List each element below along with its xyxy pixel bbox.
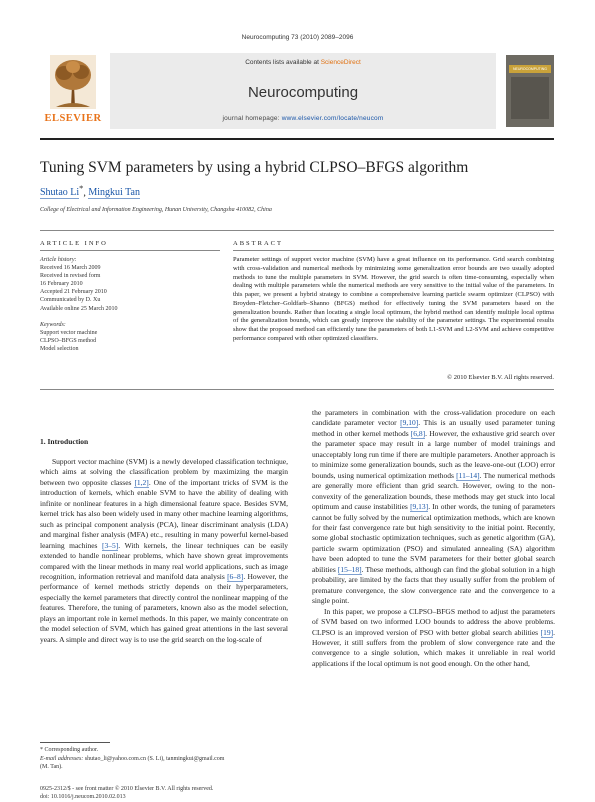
keyword: Support vector machine	[40, 330, 98, 337]
homepage-prefix: journal homepage:	[222, 115, 282, 122]
text-run: . In other words, the tuning of parameters cannot be fully solved by the numerical optimization methods, which are known for their fast convergence rate but high sensitivity to the initial point. Recently, some global stochastic optimization techniques, such as genetic algorithm (GA), particle swarm optimization (PSO) and simulated annealing (SA) algorithm have been adopted to tune the SVM parameters for their better global search abilities	[312, 502, 555, 574]
history-label: Article history:	[40, 257, 77, 263]
email-label: E-mail addresses:	[40, 755, 84, 762]
article-history	[40, 256, 220, 313]
text-run: the parameters in combination with the cross-validation procedure on each candidate parameter vector	[312, 408, 555, 428]
citation-link[interactable]: [6,8]	[410, 428, 426, 438]
doi-line[interactable]: doi: 10.1016/j.neucom.2010.02.013	[40, 793, 126, 800]
homepage-line	[110, 115, 496, 122]
contents-prefix: Contents lists available at	[245, 59, 321, 66]
email-note-cont: (M. Tan).	[40, 764, 63, 770]
elsevier-tree-icon	[50, 55, 96, 109]
text-run: . These methods, although can find the global solution in a high probability, are limited by the facts that they usually suffer from the problem of premature convergence, the slow convergence rate and the convergence to a single point.	[312, 564, 556, 606]
citation-link[interactable]: [3–5]	[102, 540, 119, 550]
text-run: . However, the performance of kernel methods strictly depends on their hyperparameters, especially the kernel parameters that directly control the nonlinear mapping of the features. Therefore, the tuning of parameters, known also as the model selection, plays an important role in kernel methods. In this paper, we mainly concentrate on the model selection of SVM, which has gained great attentions in the last several years. A simple and direct way is to use the grid search on the log-scale of	[40, 571, 289, 644]
text-run: In this paper, we propose a CLPSO–BFGS method to adjust the parameters of SVM based on two informed LOO bounds to address the above problems. CLPSO is an improved version of PSO with better global search abilities	[312, 606, 555, 637]
citation-link[interactable]: [6–8]	[227, 571, 244, 581]
text-run: . However, the exhaustive grid search over the parameter space may result in a large number of model trainings and unacceptably long run time if there are multiple parameters. Another approach is to minimize some generalization bounds, such as the leave-one-out (LOO) error bounds, using numerical optimization methods	[312, 428, 555, 480]
history-line: Accepted 21 February 2010	[40, 289, 107, 296]
author-link[interactable]: Shutao Li	[40, 187, 80, 199]
text-run: . The numerical methods are generally more efficient than grid search. However, owing to the non-convexity of the generalization bounds, these methods may get stuck into local optimum and cause instabilities	[312, 470, 555, 512]
keyword: Model selection	[40, 346, 79, 353]
keywords	[40, 321, 220, 353]
email-note	[40, 755, 288, 764]
article-title: Tuning SVM parameters by using a hybrid CLPSO–BFGS algorithm	[40, 159, 469, 176]
history-line: Received in revised form	[40, 273, 101, 280]
journal-cover-image[interactable]	[506, 55, 554, 127]
author-list: Shutao Li*, Mingkui Tan	[40, 184, 140, 199]
article-info-heading: ARTICLE INFO	[40, 240, 108, 247]
journal-banner	[110, 53, 496, 129]
history-line: Available online 25 March 2010	[40, 305, 118, 312]
footnote-divider	[40, 742, 110, 743]
citation-link[interactable]: [11–14]	[456, 470, 480, 480]
contents-line	[110, 59, 496, 66]
journal-header	[40, 53, 554, 136]
divider	[40, 230, 554, 231]
abstract-text: Parameter settings of support vector machine (SVM) have a great influence on its performance. Grid search combining with cross-validation and numerical methods by minimizing some generalization error bounds are two usually adopted methods to tune the multiple parameters in SVM. However, the grid search is often time-consuming, especially when dealing with multiple parameters while the numerical methods are very sensitive to the initial value of the parameters. In this paper, we present a hybrid strategy to combine a comprehensive learning particle swarm optimizer (CLPSO) with Broyden–Fletcher–Goldfarb–Shanno (BFGS) method for effectively tuning the SVM parameters based on the generalization bounds. Rather than locating a single local optimum, the hybrid method can identify multiple local optima of the generalization bounds, which can greatly improve the stability of the parameter settings. The experimental results show that the proposed method can efficiently tune the parameters of both L1-SVM and L2-SVM and achieve competitive performance compared with other optimized classifiers.	[233, 256, 554, 342]
cover-artwork	[511, 77, 549, 119]
abstract-heading: ABSTRACT	[233, 240, 283, 247]
history-line: 16 February 2010	[40, 281, 83, 288]
text-run: Support vector machine (SVM) is a newly developed classification technique, which aims at solving the classification problem by maximizing the margin between two opposite classes	[40, 457, 288, 487]
citation-link[interactable]: [1,2]	[134, 477, 149, 487]
citation-link[interactable]: [19]	[540, 627, 554, 637]
divider	[40, 250, 220, 251]
text-run: . This is an usually used parameter tuning method in other kernel methods	[312, 418, 556, 438]
history-line: Communicated by D. Xu	[40, 297, 101, 304]
homepage-link[interactable]: www.elsevier.com/locate/neucom	[281, 115, 384, 122]
header-divider	[40, 138, 554, 140]
text-run: . However, it still suffers from the problem of slow convergence rate and the convergence to a single solution, which makes it unreliable in real world applications if the local optimum is not good enough. On the other hand,	[312, 627, 555, 668]
corresponding-author-note: * Corresponding author.	[40, 747, 99, 753]
citation-link[interactable]: [9,13]	[410, 502, 429, 512]
journal-title: Neurocomputing	[247, 84, 359, 101]
paragraph	[40, 457, 288, 645]
citation-link[interactable]: [15–18]	[337, 564, 362, 574]
affiliation: College of Electrical and Information Engineering, Hunan University, Changsha 410082, China	[40, 207, 272, 213]
citation-link[interactable]: [9,10]	[400, 418, 419, 428]
divider	[233, 250, 554, 251]
text-run: . With kernels, the linear techniques can be easily extended to handle nonlinear problems, which have shown great improvements compared with the linear methods in many real world applications, such as image recognition, information retrieval and manifold data analysis	[40, 540, 288, 581]
publisher-name: ELSEVIER	[44, 113, 102, 124]
cover-title: NEUROCOMPUTING	[509, 65, 551, 73]
body-column-right	[312, 408, 555, 669]
keywords-label: Keywords:	[40, 322, 66, 328]
issn-line: 0925-2312/$ - see front matter © 2010 Elsevier B.V. All rights reserved.	[40, 786, 214, 792]
footnotes	[40, 746, 288, 772]
running-head: Neurocomputing 73 (2010) 2089–2096	[241, 34, 354, 41]
divider	[40, 389, 554, 390]
paragraph	[312, 607, 555, 670]
copyright-line: © 2010 Elsevier B.V. All rights reserved.	[447, 374, 554, 381]
section-heading: 1. Introduction	[40, 437, 89, 446]
author-link[interactable]: Mingkui Tan	[88, 187, 140, 199]
sciencedirect-link[interactable]: ScienceDirect	[320, 59, 361, 66]
history-line: Received 16 March 2009	[40, 265, 101, 272]
body-column-left	[40, 457, 288, 645]
corresponding-mark[interactable]: *	[79, 184, 84, 193]
keyword: CLPSO–BFGS method	[40, 338, 97, 345]
paragraph	[312, 408, 555, 607]
elsevier-logo[interactable]	[40, 53, 106, 129]
text-run: . One of the important tricks of SVM is the introduction of kernels, which enable SVM to have the ability of dealing with infinite or nonlinear features in a high dimensional feature space. Besides SVM, kernel trick has also been widely used in many other machine learning algorithms, such as principal component analysis (PCA), linear discriminant analysis (LDA) and marginal fisher analysis (MFA) etc., resulting in many powerful kernel-based learning machines	[40, 477, 288, 550]
email-addresses[interactable]: shutao_li@yahoo.com.cn (S. Li), tanmingkui@gmail.com	[83, 755, 225, 762]
